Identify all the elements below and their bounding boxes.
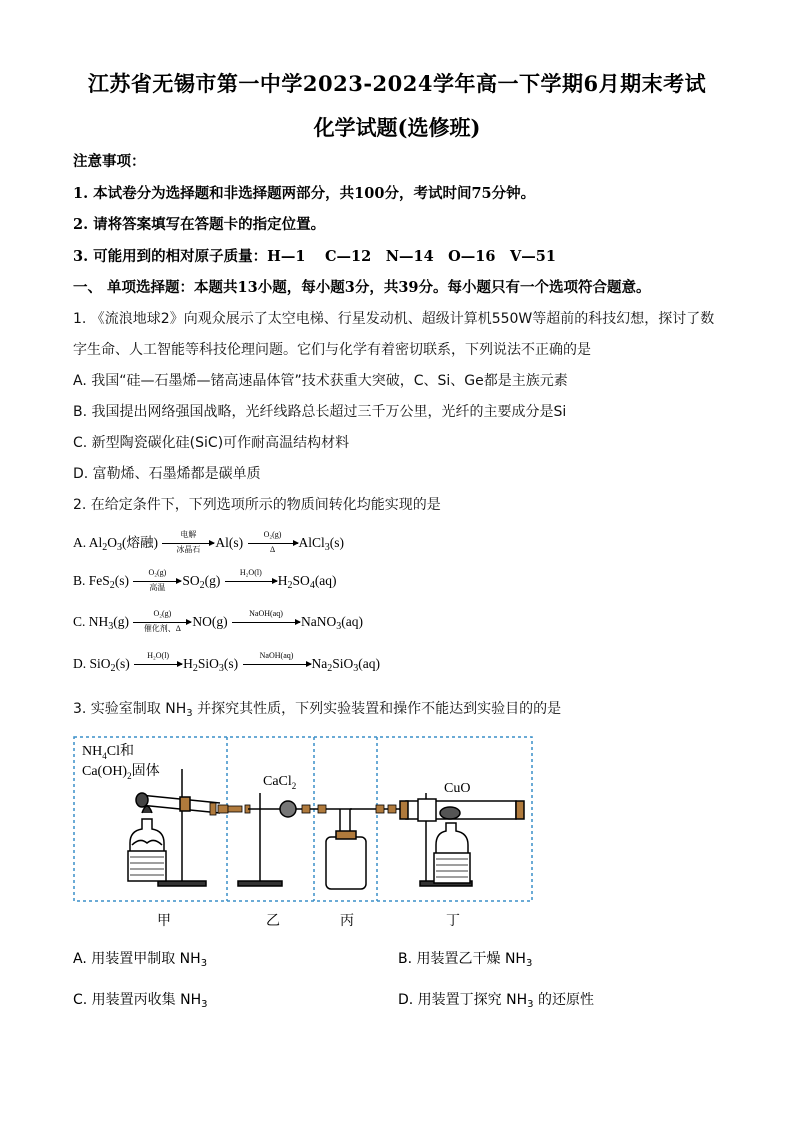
q1-option-c: C. 新型陶瓷碳化硅(SiC)可作耐高温结构材料 xyxy=(73,435,350,451)
q2-option-c: C. $NH_3(g)$ O₂(g) 催化剂、Δ NO(g) NaOH(aq) NaNO$_3$(aq) xyxy=(73,609,363,634)
label-cacl2: CaCl$_2$ xyxy=(263,774,297,791)
q3-stem: 3. 实验室制取 $NH_3$ 并探究其性质，下列实验装置和操作不能达到实验目的的是 xyxy=(73,701,562,719)
apparatus-figure xyxy=(70,733,536,905)
q3-option-b: B. 用装置乙干燥 $NH_3$ xyxy=(398,951,533,969)
reaction-arrow: 电解 冰晶石 xyxy=(162,543,214,544)
q2-option-a: A. $Al_2O_3$(熔融) 电解 冰晶石 Al(s) O₂(g) Δ AlCl$_3$(s) xyxy=(73,530,345,555)
notice-2: 2. 请将答案填写在答题卡的指定位置。 xyxy=(73,216,326,233)
q2-option-b: B. FeS$_2$(s) O₂(g) 高温 $SO_2(g)$ H₂O(l) $H_2SO_4(aq)$ xyxy=(73,568,337,593)
label-caoh2: $Ca(OH)_2$固体 xyxy=(82,764,160,781)
q3-option-a: A. 用装置甲制取 $NH_3$ xyxy=(73,951,208,969)
reaction-arrow: NaOH(aq) xyxy=(243,664,311,665)
notice-heading: 注意事项： xyxy=(73,153,146,170)
label-cuo: CuO xyxy=(444,781,471,796)
apparatus-jia xyxy=(128,769,220,886)
reaction-arrow: O₂(g) Δ xyxy=(248,543,298,544)
notice-3: 3. 可能用到的相对原子质量：H—1 C—12 N—14 O—16 V—51 xyxy=(73,248,556,265)
apparatus-bing xyxy=(326,809,400,889)
q3-option-d: D. 用装置丁探究 $NH_3$ 的还原性 xyxy=(398,992,594,1010)
exam-subtitle: 化学试题(选修班) xyxy=(313,115,481,140)
caption-yi: 乙 xyxy=(266,913,280,929)
q1-stem-line2: 字生命、人工智能等科技伦理问题。它们与化学有着密切联系，下列说法不正确的是 xyxy=(73,342,591,358)
reaction-arrow: NaOH(aq) xyxy=(232,622,300,623)
q2-stem: 2. 在给定条件下，下列选项所示的物质间转化均能实现的是 xyxy=(73,497,441,513)
caption-ding: 丁 xyxy=(446,913,460,929)
q1-option-d: D. 富勒烯、石墨烯都是碳单质 xyxy=(73,466,261,482)
q1-option-b: B. 我国提出网络强国战略，光纤线路总长超过三千万公里，光纤的主要成分是Si xyxy=(73,404,567,420)
label-nh4cl: $NH_4Cl$和 xyxy=(82,744,134,761)
reaction-arrow: H₂O(l) xyxy=(134,664,182,665)
reaction-arrow: H₂O(l) xyxy=(225,581,277,582)
caption-jia: 甲 xyxy=(157,913,171,929)
reaction-arrow: O₂(g) 高温 xyxy=(133,581,181,582)
q1-option-a: A. 我国“硅—石墨烯—锗高速晶体管”技术获重大突破，C、Si、Ge都是主族元素 xyxy=(73,373,568,389)
q2-option-d: D. SiO$_2$(s) H₂O(l) $H_2SiO_3(s)$ NaOH(aq) $Na_2SiO_3(aq)$ xyxy=(73,651,381,674)
apparatus-ding xyxy=(400,793,524,886)
exam-title: 江苏省无锡市第一中学2023-2024学年高一下学期6月期末考试 xyxy=(87,71,707,96)
q3-option-c: C. 用装置丙收集 $NH_3$ xyxy=(73,992,208,1010)
caption-bing: 丙 xyxy=(340,913,354,929)
notice-1: 1. 本试卷分为选择题和非选择题两部分，共100分，考试时间75分钟。 xyxy=(73,185,536,202)
q1-stem-line1: 1. 《流浪地球2》向观众展示了太空电梯、行星发动机、超级计算机550W等超前的科技幻想，探讨了数 xyxy=(73,311,715,327)
section-heading: 一、 单项选择题：本题共13小题，每小题3分，共39分。每小题只有一个选项符合题意。 xyxy=(73,279,651,296)
reaction-arrow: O₂(g) 催化剂、Δ xyxy=(133,622,191,623)
